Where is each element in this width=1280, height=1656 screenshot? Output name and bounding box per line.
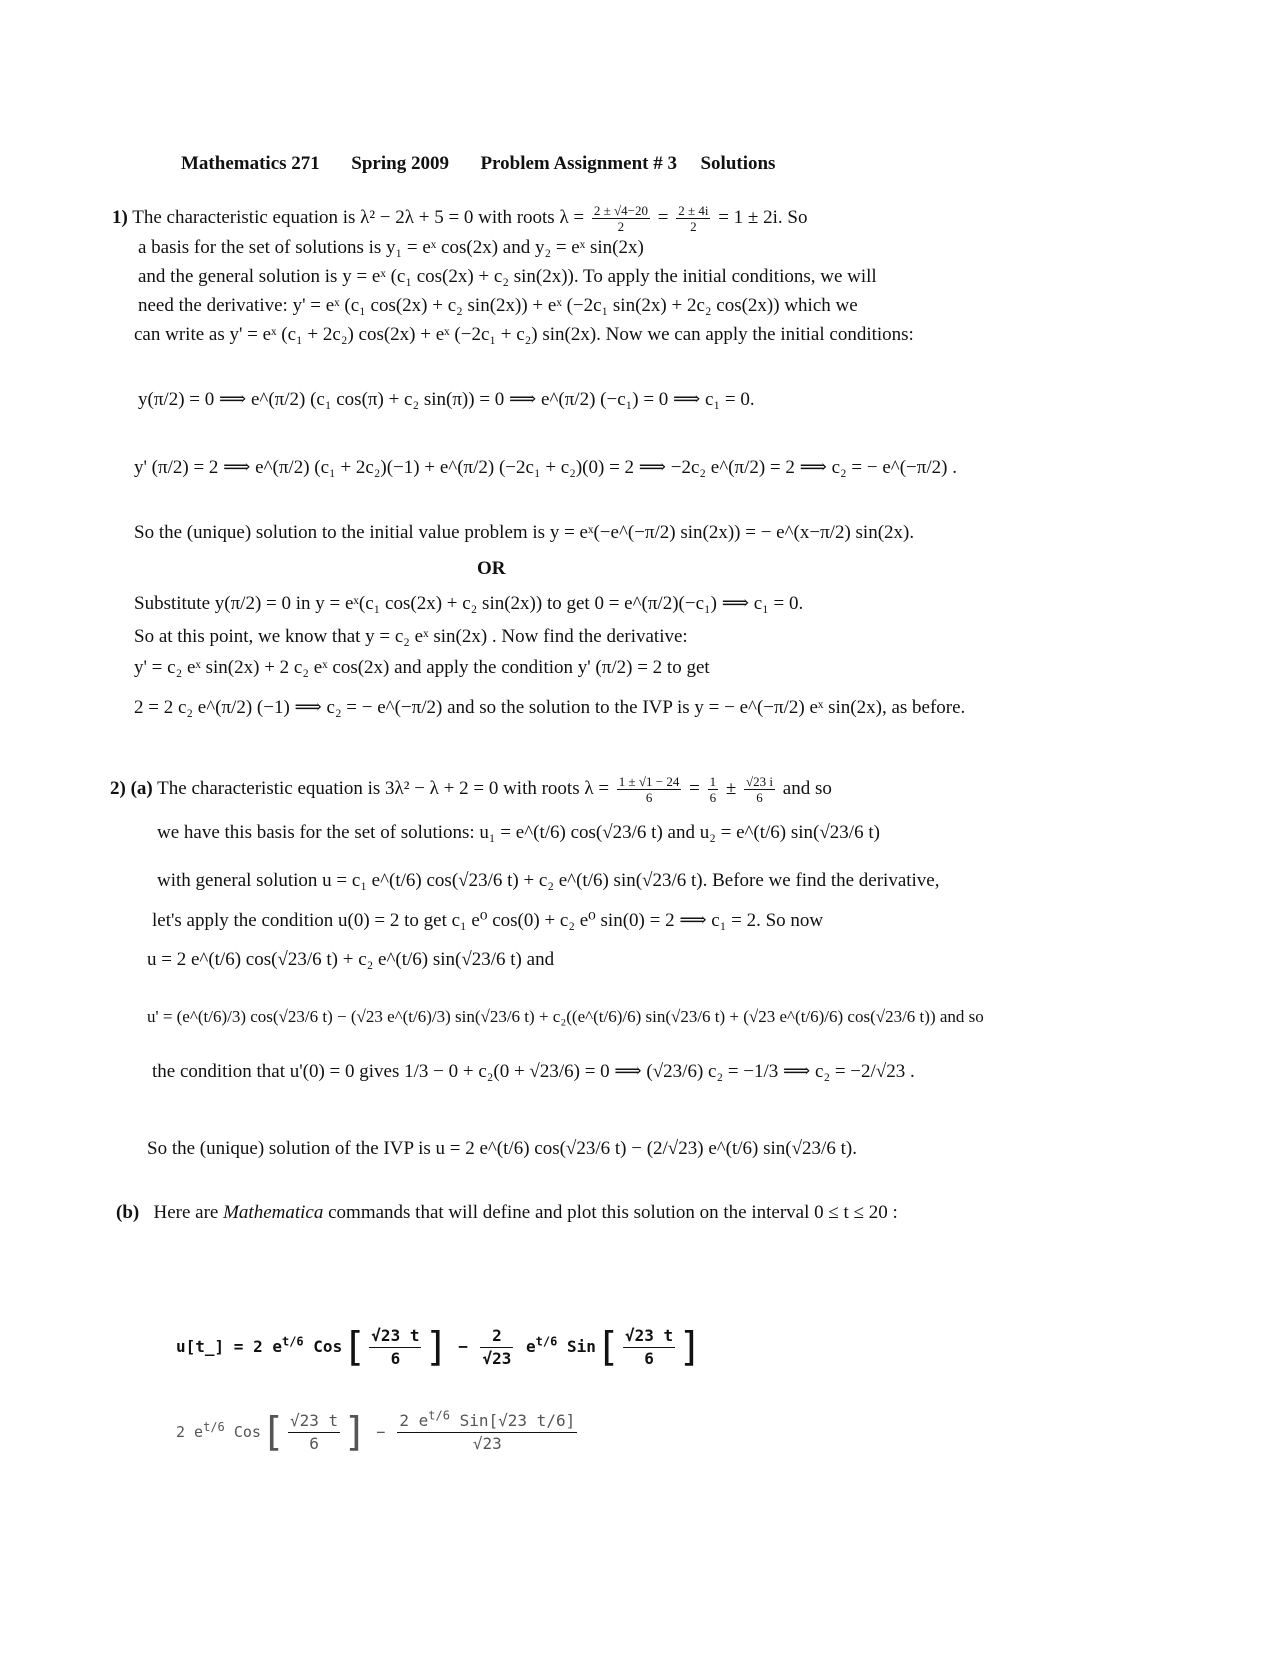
output-sin: Sin [459,1411,489,1430]
problem-1-text: The characteristic equation is λ² − 2λ + 5 = 0 with roots λ = [132,206,585,228]
problem-1-line-4: need the derivative: y' = eˣ (c₁ cos(2x) + c₂ sin(2x)) + eˣ (−2c₁ sin(2x) + 2c₂ cos(2x)) which we [138,295,858,316]
code-numerator: 2 [492,1326,502,1345]
output-exponent-2: t/6 [428,1408,450,1423]
code-denominator-2: 6 [623,1347,675,1370]
part-a-label: (a) [130,777,153,799]
problem-2-line-2: we have this basis for the set of solutions: u₁ = e^(t/6) cos(√23/6 t) and u₂ = e^(t/6) sin(√23/6 t) [157,822,880,843]
part-b-line [116,1201,898,1225]
alternative-line-1: Substitute y(π/2) = 0 in y = eˣ(c₁ cos(2x) + c₂ sin(2x)) to get 0 = e^(π/2)(−c₁) ⟹ c₁ = 0. [134,593,804,614]
output-exponent: t/6 [203,1420,225,1434]
problem-1-solution: So the (unique) solution to the initial value problem is y = eˣ(−e^(−π/2) sin(2x)) = − e^(x−π/2) sin(2x). [134,522,915,543]
output-denominator: 6 [288,1432,340,1455]
equation-y-condition: y(π/2) = 0 ⟹ e^(π/2) (c₁ cos(π) + c₂ sin(π)) = 0 ⟹ e^(π/2) (−c₁) = 0 ⟹ c₁ = 0. [138,389,755,410]
problem-2-text: The characteristic equation is 3λ² − λ + 2 = 0 with roots λ = [157,777,610,799]
document-kind: Solutions [700,153,776,174]
problem-2-line-4: let's apply the condition u(0) = 2 to get c₁ e⁰ cos(0) + c₂ e⁰ sin(0) = 2 ⟹ c₁ = 2. So now [152,910,824,931]
code-exponent-2: t/6 [535,1334,558,1349]
or-separator: OR [477,558,506,579]
part-b-text-end: commands that will define and plot this solution on the interval 0 ≤ t ≤ 20 : [328,1202,898,1223]
output-cos: Cos [233,1423,261,1441]
root-fraction-a: $\frac{1 \pm √1 - 24}{6}$ [618,774,680,805]
problem-1-line-3: and the general solution is y = eˣ (c₁ cos(2x) + c₂ sin(2x)). To apply the initial conditions, we will [138,266,877,287]
problem-2-solution: So the (unique) solution of the IVP is u = 2 e^(t/6) cos(√23/6 t) − (2/√23) e^(t/6) sin(√23/6 t). [147,1138,857,1159]
part-b-text-start: Here are [153,1202,219,1223]
course-name: Mathematics 271 [181,153,320,174]
and-so-text: and so [782,777,832,799]
code-sin: Sin [566,1337,596,1356]
mathematica-output: 2 $e^{t/6}$ Cos[ $\frac{√23 t}{6}$ ] − $\frac{2 e^{t/6} Sin[√23 t/6]}{√23}$ [176,1408,576,1456]
problem-1-number: 1) [112,206,128,228]
code-minus: − [458,1337,468,1356]
output-root: √23 [397,1432,577,1455]
output-radical: √23 t [290,1411,339,1430]
equation-yprime-condition: y' (π/2) = 2 ⟹ e^(π/2) (c₁ + 2c₂)(−1) + e^(π/2) (−2c₁ + c₂)(0) = 2 ⟹ −2c₂ e^(π/2) = 2 ⟹ c₂ = − e^(−π/2) . [134,457,957,478]
problem-1-line-2: a basis for the set of solutions is y₁ = eˣ cos(2x) and y₂ = eˣ sin(2x) [138,237,644,258]
problem-2-number: 2) [110,777,126,799]
output-denominator-2: 6 [555,1411,566,1430]
problem-2-line-3: with general solution u = c₁ e^(t/6) cos(√23/6 t) + c₂ e^(t/6) sin(√23/6 t). Before we find the derivative, [157,870,940,891]
problem-2-line-5: u = 2 e^(t/6) cos(√23/6 t) + c₂ e^(t/6) sin(√23/6 t) and [147,949,555,970]
output-coefficient-2: 2 e [399,1411,429,1430]
code-denominator: 6 [369,1347,421,1370]
code-definition: u[t_] = 2 e [176,1337,282,1356]
problem-1-line-5: can write as y' = eˣ (c₁ + 2c₂) cos(2x) + eˣ (−2c₁ + c₂) sin(2x). Now we can apply the initial conditions: [134,324,914,345]
output-radical-2: √23 t [498,1411,547,1430]
output-minus: − [376,1423,386,1441]
root-fraction-1: $\frac{2 \pm √4-20}{2}$ [593,203,648,234]
page-title [181,152,775,176]
root-result: = 1 ± 2i. So [718,206,808,228]
root-fraction-2: $\frac{2 \pm 4i}{2}$ [678,203,709,234]
alternative-line-2: So at this point, we know that y = c₂ eˣ sin(2x) . Now find the derivative: [134,626,688,647]
output-coefficient: 2 e [176,1423,204,1441]
code-radical: √23 t [371,1326,420,1345]
code-radical-2: √23 t [624,1326,674,1345]
assignment-number: Problem Assignment # 3 [480,153,677,174]
part-b-label: (b) [116,1202,140,1223]
problem-2-line-1: 2) (a) The characteristic equation is 3λ² − λ + 2 = 0 with roots λ = $\frac{1 \pm √1 - 24}{6}$ = $\frac{1}{6}$ ± $\frac{√23 i}{6}$ and so [110,774,832,805]
root-fraction-c: $\frac{√23 i}{6}$ [746,774,774,805]
code-exponent: t/6 [281,1334,304,1349]
problem-1-line-1: 1) The characteristic equation is λ² − 2λ + 5 = 0 with roots λ = $\frac{2 \pm √4-20}{2}$ = $\frac{2 \pm 4i}{2}$ = 1 ± 2i. So [112,203,808,234]
problem-2-line-7: the condition that u'(0) = 0 gives 1/3 − 0 + c₂(0 + √23/6) = 0 ⟹ (√23/6) c₂ = −1/3 ⟹ c₂ = −2/√23 . [152,1061,915,1082]
mathematica-input: u[t_] = 2 $e^{t/6}$ Cos[ $\frac{√23 t}{6}$ ] − $\frac{2}{√23}$ $e^{t/6}$ Sin[ $\frac{√23 t}{6}$ ] [176,1324,703,1371]
root-fraction-b: $\frac{1}{6}$ [709,774,717,805]
term: Spring 2009 [351,153,449,174]
alternative-line-4: 2 = 2 c₂ e^(π/2) (−1) ⟹ c₂ = − e^(−π/2) and so the solution to the IVP is y = − e^(−π/2) eˣ sin(2x), as before. [134,697,966,718]
problem-2-line-6: u' = (e^(t/6)/3) cos(√23/6 t) − (√23 e^(t/6)/3) sin(√23/6 t) + c₂((e^(t/6)/6) sin(√23/6 t) + (√23 e^(t/6)/6) cos(√23/6 t)) and so [147,1007,984,1026]
alternative-line-3: y' = c₂ eˣ sin(2x) + 2 c₂ eˣ cos(2x) and apply the condition y' (π/2) = 2 to get [134,657,710,678]
code-root: √23 [482,1349,512,1368]
mathematica-name: Mathematica [223,1202,324,1223]
code-cos: Cos [313,1337,343,1356]
